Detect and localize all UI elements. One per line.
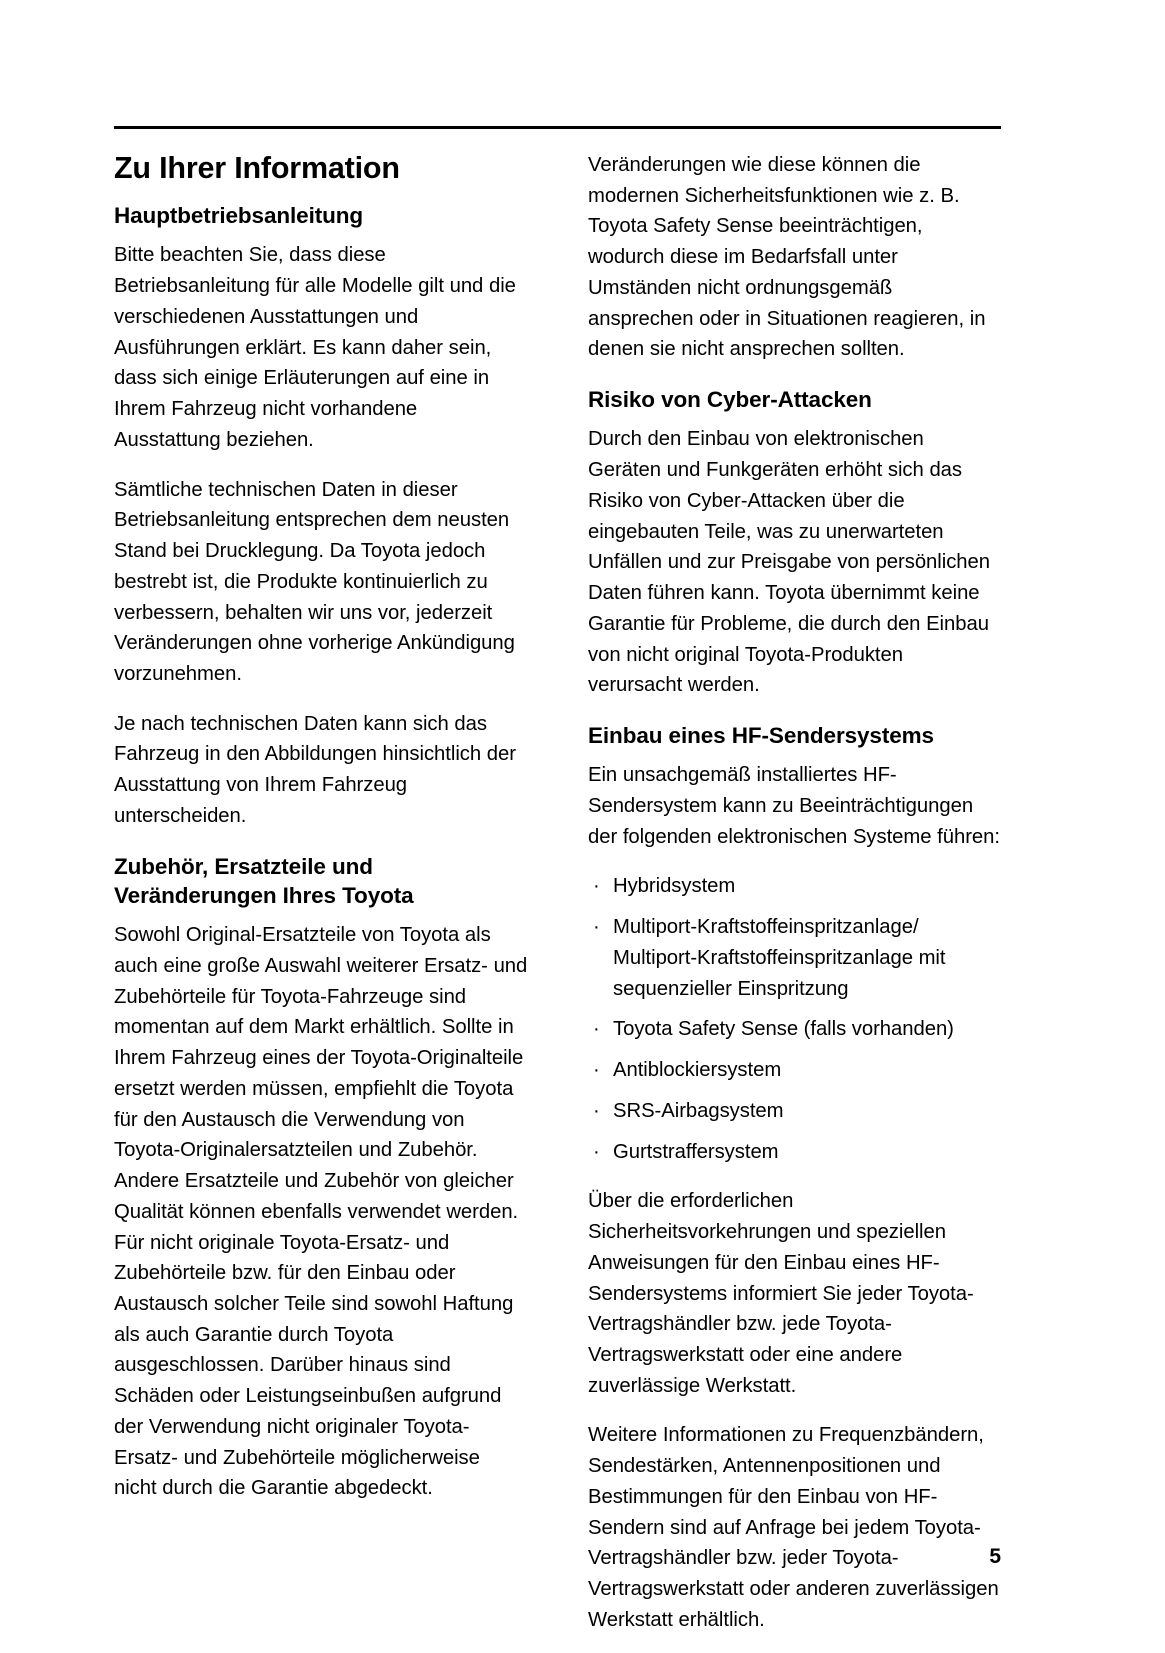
- list-item-label: Antiblockiersystem: [613, 1059, 782, 1082]
- list-item: [588, 871, 1002, 902]
- header-rule: [114, 126, 1001, 129]
- paragraph-veraenderungen-sicherheitsfunktionen: Veränderungen wie diese können die modernen Sicherheitsfunktionen wie z. B. Toyota Safety Sense beeinträchtigen, wodurch diese im Bedarfsfall unter Umständen nicht ordnungsgemäß ansprechen oder in Situationen reagieren, in denen sie nicht ansprechen sollten.: [588, 154, 986, 361]
- list-item: [588, 1055, 1002, 1086]
- list-item: [588, 1096, 1002, 1127]
- section-heading-risiko-cyber-attacken: Risiko von Cyber-Attacken: [588, 387, 872, 413]
- two-column-content: [114, 140, 1001, 1636]
- paragraph-original-ersatzteile: Sowohl Original-Ersatzteile von Toyota als auch eine große Auswahl weiterer Ersatz- und Zubehörteile für Toyota-Fahrzeuge sind momentan auf dem Markt erhältlich. Sollte in Ihrem Fahrzeug eines der Toyota-Originalteile ersetzt werden müssen, empfiehlt die Toyota für den Austausch die Verwendung von Toyota-Originalersatzteilen und Zubehör. Andere Ersatzteile und Zubehör von gleicher Qualität können ebenfalls verwendet werden. Für nicht originale Toyota-Ersatz- und Zubehörteile bzw. für den Einbau oder Austausch solcher Teile sind sowohl Haftung als auch Garantie durch Toyota ausgeschlossen. Darüber hinaus sind Schäden oder Leistungseinbußen aufgrund der Verwendung nicht originaler Toyota-Ersatz- und Zubehörteile möglicherweise nicht durch die Garantie abgedeckt.: [114, 924, 528, 1500]
- right-column: [588, 140, 1002, 1636]
- paragraph-modelle-gilt: Bitte beachten Sie, dass diese Betriebsanleitung für alle Modelle gilt und die verschiedenen Ausstattungen und Ausführungen erklärt. Es kann daher sein, dass sich einige Erläuterungen auf eine in Ihrem Fahrzeug nicht vorhandene Ausstattung beziehen.: [114, 244, 516, 451]
- bullet-icon: ·: [593, 1140, 600, 1163]
- bullet-icon: ·: [593, 1099, 600, 1122]
- list-item: [588, 1137, 1002, 1168]
- paragraph-hf-sendersystem-intro: Ein unsachgemäß installiertes HF-Sendersystem kann zu Beeinträchtigungen der folgenden elektronischen Systeme führen:: [588, 764, 1000, 848]
- page-title: Zu Ihrer Information: [114, 151, 400, 185]
- list-item-label: Multiport-Kraftstoffeinspritzanlage/ Multiport-Kraftstoffeinspritzanlage mit sequenzieller Einspritzung: [613, 916, 946, 1000]
- page-number: 5: [989, 1545, 1001, 1568]
- affected-systems-list: [588, 871, 1002, 1167]
- list-item-label: SRS-Airbagsystem: [613, 1099, 784, 1122]
- section-heading-hauptbetriebsanleitung: Hauptbetriebsanleitung: [114, 203, 364, 229]
- paragraph-technische-daten: Sämtliche technischen Daten in dieser Betriebsanleitung entsprechen dem neusten Stand bei Drucklegung. Da Toyota jedoch bestrebt ist, die Produkte kontinuierlich zu verbessern, behalten wir uns vor, jederzeit Veränderungen ohne vorherige Ankündigung vorzunehmen.: [114, 478, 515, 685]
- paragraph-abbildungen: Je nach technischen Daten kann sich das Fahrzeug in den Abbildungen hinsichtlich der Ausstattung von Ihrem Fahrzeug unterscheiden.: [114, 712, 516, 827]
- left-column: [114, 140, 528, 1504]
- list-item-label: Gurtstraffersystem: [613, 1140, 779, 1163]
- paragraph-sicherheitsvorkehrungen: Über die erforderlichen Sicherheitsvorkehrungen und speziellen Anweisungen für den Einbau eines HF-Sendersystems informiert Sie jeder Toyota-Vertragshändler bzw. jede Toyota-Vertragswerkstatt oder eine andere zuverlässige Werkstatt.: [588, 1190, 974, 1397]
- bullet-icon: ·: [593, 1018, 600, 1041]
- bullet-icon: ·: [593, 1059, 600, 1082]
- list-item: [588, 1014, 1002, 1045]
- paragraph-cyber-attacken: Durch den Einbau von elektronischen Geräten und Funkgeräten erhöht sich das Risiko von Cyber-Attacken über die eingebauten Teile, was zu unerwarteten Unfällen und zur Preisgabe von persönlichen Daten führen kann. Toyota übernimmt keine Garantie für Probleme, die durch den Einbau von nicht original Toyota-Produkten verursacht werden.: [588, 428, 990, 697]
- list-item: [588, 912, 1002, 1004]
- list-item-label: Hybridsystem: [613, 875, 736, 898]
- paragraph-weitere-informationen: Weitere Informationen zu Frequenzbändern, Sendestärken, Antennenpositionen und Bestimmungen für den Einbau von HF-Sendern sind auf Anfrage bei jedem Toyota-Vertragshändler bzw. jeder Toyota-Vertragswerkstatt oder anderen zuverlässigen Werkstatt erhältlich.: [588, 1424, 999, 1631]
- bullet-icon: ·: [593, 916, 600, 939]
- bullet-icon: ·: [593, 875, 600, 898]
- section-heading-einbau-hf-sendersystem: Einbau eines HF-Sendersystems: [588, 723, 934, 748]
- list-item-label: Toyota Safety Sense (falls vorhanden): [613, 1018, 954, 1041]
- section-heading-zubehoer-ersatzteile: Zubehör, Ersatzteile und Veränderungen Ihres Toyota: [114, 853, 414, 908]
